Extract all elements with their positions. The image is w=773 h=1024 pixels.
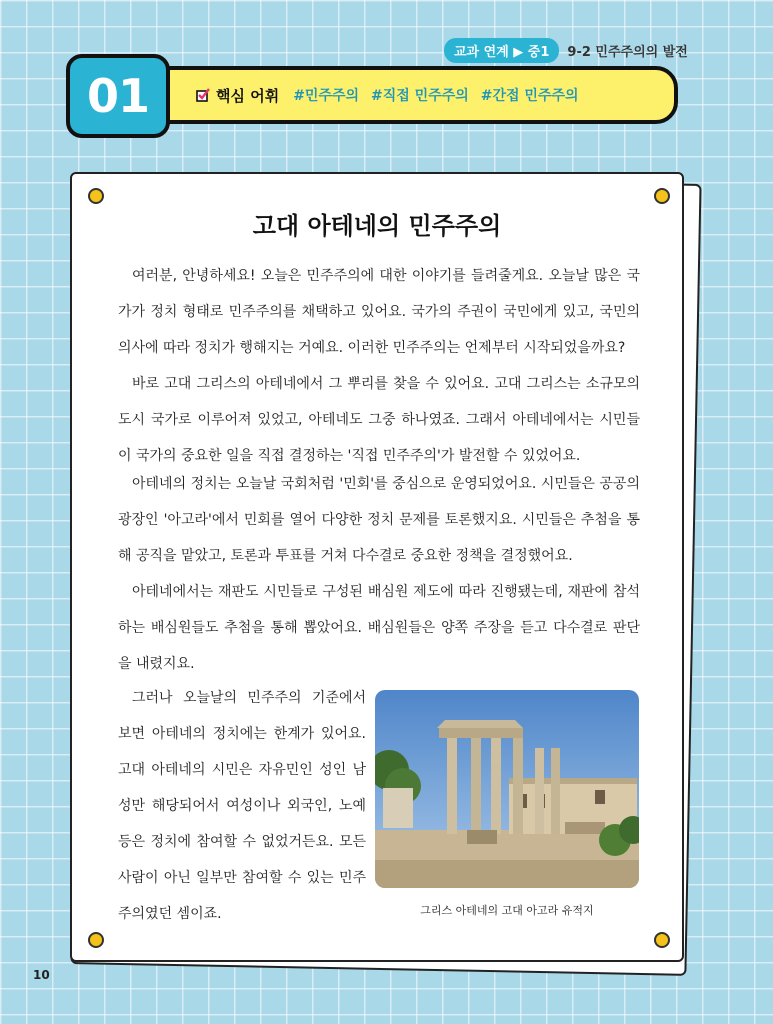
paragraph-jury: 아테네에서는 재판도 시민들로 구성된 배심원 제도에 따라 진행됐는데, 재판에 참석하는 배심원들도 추첨을 통해 뽑았어요. 배심원들은 양쪽 주장을 듣고 다수결로 판단을 내렸지요.	[118, 584, 640, 672]
tag-direct-democracy: #직접 민주주의	[371, 88, 469, 104]
article-title: 고대 아테네의 민주주의	[252, 212, 502, 240]
curriculum-link	[444, 38, 688, 63]
paragraph-intro: 여러분, 안녕하세요! 오늘은 민주주의에 대한 이야기를 들려줄게요. 오늘날 많은 국가가 정치 형태로 민주주의를 채택하고 있어요. 국가의 주권이 국민에게 있고, 국민의 의사에 따라 정치가 행해지는 거예요. 이러한 민주주의는 언제부터 시작되었을까요?	[118, 268, 640, 356]
vocab-title: 핵심 어휘	[216, 86, 280, 105]
paragraph-assembly: 아테네의 정치는 오늘날 국회처럼 '민회'를 중심으로 운영되었어요. 시민들은 공공의 광장인 '아고라'에서 민회를 열어 다양한 정치 문제를 토론했지요. 시민들은 추첨을 통해 공직을 맡았고, 토론과 투표를 거쳐 다수결로 중요한 정책을 결정했어요.	[118, 476, 640, 564]
paragraph-limits: 그러나 오늘날의 민주주의 기준에서 보면 아테네의 정치에는 한계가 있어요. 고대 아테네의 시민은 자유민인 성인 남성만 해당되어서 여성이나 외국인, 노예 등은 정치에 참여할 수 없었거든요. 모든 사람이 아닌 일부만 참여할 수 있는 민주주의였던 셈이죠.	[118, 690, 366, 922]
checkbox-icon	[196, 88, 210, 102]
pin-icon	[88, 932, 104, 948]
tag-indirect-democracy: #간접 민주주의	[480, 88, 579, 104]
paragraph-origin: 바로 고대 그리스의 아테네에서 그 뿌리를 찾을 수 있어요. 고대 그리스는 소규모의 도시 국가로 이루어져 있었고, 아테네도 그중 하나였죠. 그래서 아테네에서는 시민들이 국가의 중요한 일을 직접 결정하는 '직접 민주주의'가 발전할 수 있었어요.	[118, 376, 640, 464]
lesson-number-badge: 01	[66, 54, 170, 138]
key-vocabulary-bar	[150, 66, 678, 124]
pin-icon	[654, 932, 670, 948]
pin-icon	[654, 188, 670, 204]
curriculum-unit: 9-2 민주주의의 발전	[567, 45, 688, 60]
page-number: 10	[33, 968, 50, 982]
curriculum-badge: 교과 연계 ▶ 중1	[444, 38, 559, 63]
tag-democracy: #민주주의	[293, 88, 360, 104]
pin-icon	[88, 188, 104, 204]
agora-ruins-photo	[375, 690, 639, 888]
photo-caption: 그리스 아테네의 고대 아고라 유적지	[420, 904, 594, 917]
